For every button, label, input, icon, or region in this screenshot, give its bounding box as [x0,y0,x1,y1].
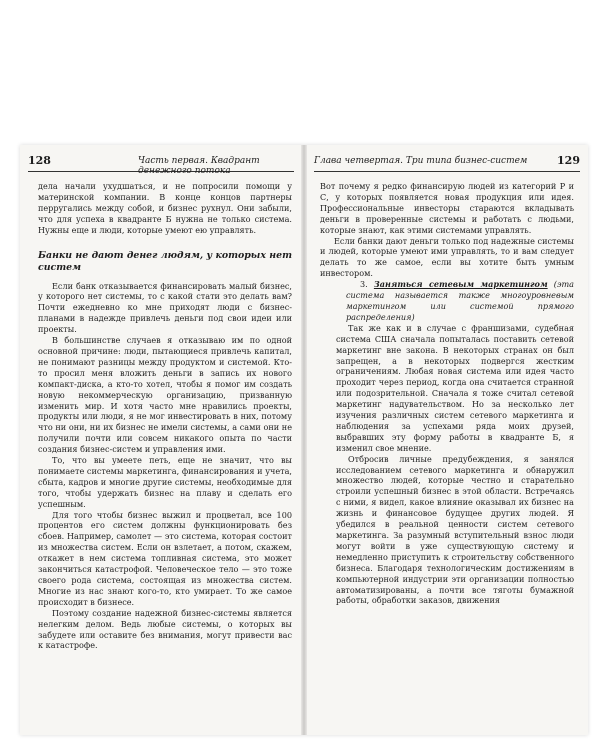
right-para-2: Так же как и в случае с франшизами, судебная система США сначала попыталась поставить сетевой маркетинг вне закона. В некоторых странах он был запрещен, а в некоторых подвергся жестким ограничениям. Любая новая система или идея часто проходит через период, когда она считается странной или подозрительной. Сначала я тоже считал сетевой маркетинг надувательством. Но за несколько лет изучения различных систем сетевого маркетинга и наблюдения за успехами ряда моих друзей, выбравших эту форму работы в квадранте Б, я изменил свое мнение. [336,322,574,453]
list-item-number: 3. [360,279,368,290]
left-running-head-title: Часть первая. Квадрант денежного потока [138,156,260,176]
right-running-head-title: Глава четвертая. Три типа бизнес-систем [314,156,528,166]
list-item-3-body [320,323,574,607]
book-spread [20,145,588,735]
left-running-head [28,154,294,176]
left-page-body [38,181,292,651]
left-page [20,145,302,735]
right-running-head [314,155,580,172]
left-page-number: 128 [28,154,51,167]
left-para-3: То, что вы умеете петь, еще не значит, что вы понимаете системы маркетинга, финансирования и учета, сбыта, кадров и многие другие системы, необходимые для того, чтобы удержать бизнес на плаву и сделать его успешным. [38,455,292,509]
right-page-number: 129 [557,154,580,167]
list-item-note: (эта система называется также многоуровневым маркетингом или системой прямого распределения) [346,279,574,322]
left-para-open: дела начали ухудшаться, и не попросили помощи у материнской компании. В конце концов партнеры перругались между собой, и бизнес рухнул. Они забыли, что для успеха в квадранте Б нужна не только система. Нужны еще и люди, которые умеют ею управлять. [38,181,292,235]
right-para-3: Отбросив личные предубеждения, я занялся исследованием сетевого маркетинга и обнаружил множество людей, которые честно и старательно строили успешный бизнес в этой области. Встречаясь с ними, я видел, какое влияние оказывал их бизнес на жизнь и финансовое будущее других людей. Я убедился в реальной ценности систем сетевого маркетинга. За разумный вступительный взнос люди могут войти в уже существующую систему и немедленно приступить к строительству собственного бизнеса. Благодаря технологическим достижениям в компьютерной индустрии эти организации полностью автоматизированы, а почти все тяготы бумажной работы, обработки заказов, движения [336,453,574,606]
right-para-1: Если банки дают деньги только под надежные системы и людей, которые умеют ими управлять, то и вам следует делать то же самое, если вы хотите быть умным инвестором. [320,235,574,279]
left-para-1: Если банк отказывается финансировать малый бизнес, у которого нет системы, то с какой стати это делать вам? Почти ежедневно ко мне приходят люди с бизнес-планами в надежде привлечь деньги под свои идеи или проекты. [38,280,292,335]
left-para-2: В большинстве случаев я отказываю им по одной основной причине: люди, пытающиеся привлечь капитал, не понимают разницы между продуктом и системой. Кто-то просил меня вложить деньги в запись их нового компакт-диска, а кто-то хотел, чтобы я помог им создать новую некоммерческую организацию, призванную изменить мир. И хотя часто мне нравились проекты, продукты или люди, я не мог инвестировать в них, потому что ни они, ни их бизнес не имели системы, а сами они не получили почти или совсем никакого опыта по части создания бизнес-систем и управления ими. [38,335,292,455]
section-heading: Банки не дают денег людям, у которых нет систем [38,249,292,273]
left-para-5: Поэтому создание надежной бизнес-системы является нелегким делом. Ведь любые системы, о которых вы забудете или оставите без внимания, могут привести вас к катастрофе. [38,607,292,651]
left-para-4: Для того чтобы бизнес выжил и процветал, все 100 процентов его систем должны функционировать без сбоев. Например, самолет — это система, которая состоит из множества систем. Если он взлетает, а потом, скажем, откажет в нем система топливная система, это может закончиться катастрофой. Человеческое тело — это тоже своего рода система, состоящая из множества систем. Многие из нас знают кого-то, кто умирает. То же самое происходит в бизнесе. [38,509,292,607]
list-item-3 [320,279,574,323]
right-para-open: Вот почему я редко финансирую людей из категорий Р и С, у которых появляется новая продукция или идея. Профессиональные инвесторы стараются вкладывать деньги в проверенные системы и работать с людьми, которые знают, как этими системами управлять. [320,181,574,235]
right-page [306,145,588,735]
right-page-body [320,181,574,606]
list-item-lead: Заняться сетевым маркетингом [373,279,548,290]
